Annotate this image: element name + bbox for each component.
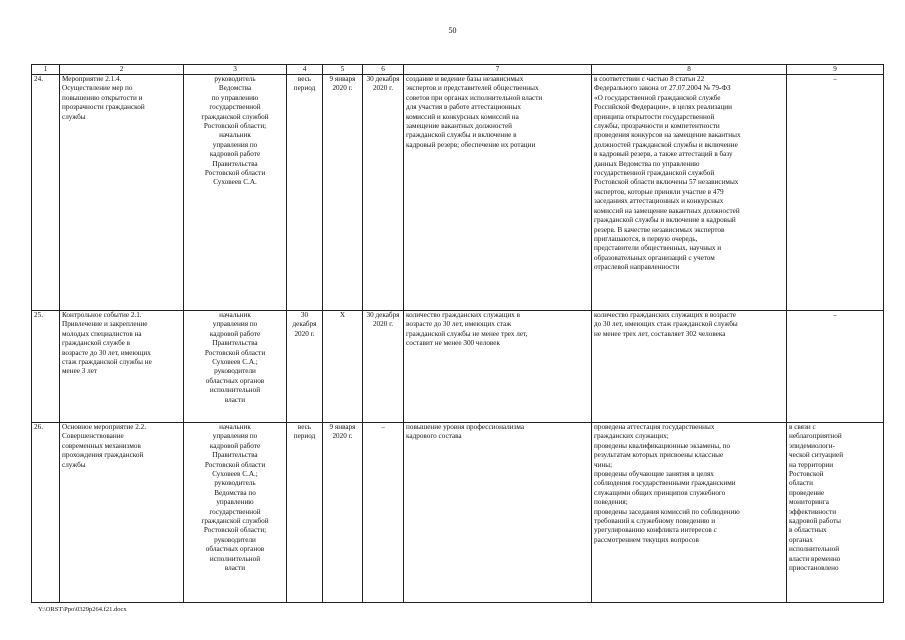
- actual-result: в соответствии с частью 8 статьи 22 Федерального закона от 27.07.2004 № 79-ФЗ «О государственной гражданской службе Российской Федерации», в целях реализации принципа открытости государственной службы, прозрачности и компетентности проведения конкурсов на замещение вакантных должностей гражданской службы и включение в кадровый резерв, а также аттестаций в базу данных Ведомства по управлению государственной гражданской службой Ростовской области включены 57 независимых экспертов, которые приняли участие в 479 заседаниях аттестационных и конкурсных комиссий на замещение вакантных должностей гражданской службы и включение в кадровый резерв. В качестве независимых экспертов приглашаются, в первую очередь, представители общественных, научных и образовательных организаций с учетом отраслевой направленности: [592, 75, 787, 311]
- row-number: 26.: [32, 423, 60, 603]
- column-header-7: 7: [404, 65, 592, 75]
- event-name: Основное мероприятие 2.2. Совершенствование современных механизмов прохождения гражданской службы: [60, 423, 184, 603]
- column-header-3: 3: [184, 65, 287, 75]
- row-number: 25.: [32, 311, 60, 423]
- actual-start-date: 9 января 2020 г.: [323, 423, 363, 603]
- expected-result: количество гражданских служащих в возрасте до 30 лет, имеющих стаж гражданской службы не менее трех лет, составит не менее 300 человек: [404, 311, 592, 423]
- plan-start-date: 30 декабря 2020 г.: [287, 311, 323, 423]
- column-header-5: 5: [323, 65, 363, 75]
- column-header-2: 2: [60, 65, 184, 75]
- reasons: в связи с неблагоприятной эпидемиологи- ческой ситуацией на территории Ростовской области проведение мониторинга эффективности кадровой работы в областных органах исполнительной власти временно приостановлено: [787, 423, 884, 603]
- reasons: –: [787, 311, 884, 423]
- row-number: 24.: [32, 75, 60, 311]
- expected-result: создание и ведение базы независимых экспертов и представителей общественных советов при органах исполнительной власти для участия в работе аттестационных комиссий и конкурсных комиссий на замещение вакантных должностей гражданской службы и включение в кадровый резерв; обеспечение их ротации: [404, 75, 592, 311]
- page-number: 50: [448, 26, 457, 35]
- table-row: [32, 311, 884, 423]
- reasons: –: [787, 75, 884, 311]
- executor: начальник управления по кадровой работе Правительства Ростовской области Суховеев С.А.; руководители областных органов исполнительной власти: [184, 311, 287, 423]
- column-header-4: 4: [287, 65, 323, 75]
- event-name: Мероприятие 2.1.4. Осуществление мер по повышению открытости и прозрачности гражданской службы: [60, 75, 184, 311]
- actual-result: проведена аттестация государственных гражданских служащих; проведены квалификационные экзамены, по результатам которых присвоены классные чины; проведены обучающие занятия в целях соблюдения государственными гражданскими служащими общих принципов служебного поведения; проведены заседания комиссий по соблюдению требований к служебному поведению и урегулированию конфликта интересов с рассмотрением текущих вопросов: [592, 423, 787, 603]
- column-number-row: [32, 65, 884, 75]
- plan-start-date: весь период: [287, 423, 323, 603]
- end-date: 30 декабря 2020 г.: [363, 311, 404, 423]
- table-row: [32, 423, 884, 603]
- end-date: –: [363, 423, 404, 603]
- report-table: [31, 64, 884, 603]
- event-name: Контрольное событие 2.1. Привлечение и закрепление молодых специалистов на гражданской службе в возрасте до 30 лет, имеющих стаж гражданской службы не менее 3 лет: [60, 311, 184, 423]
- table-row: [32, 75, 884, 311]
- column-header-6: 6: [363, 65, 404, 75]
- executor: начальник управления по кадровой работе Правительства Ростовской области Суховеев С.А.; руководитель Ведомства по управлению государственной гражданской службой Ростовской области; руководители областных органов исполнительной власти: [184, 423, 287, 603]
- column-header-9: 9: [787, 65, 884, 75]
- plan-start-date: весь период: [287, 75, 323, 311]
- expected-result: повышение уровня профессионализма кадрового состава: [404, 423, 592, 603]
- actual-start-date: 9 января 2020 г.: [323, 75, 363, 311]
- column-header-8: 8: [592, 65, 787, 75]
- document-file-path: Y:\ORST\Ppo\0329p264.f21.docx: [38, 606, 127, 613]
- end-date: 30 декабря 2020 г.: [363, 75, 404, 311]
- executor: руководитель Ведомства по управлению государственной гражданской службой Ростовской области; начальник управления по кадровой работе Правительства Ростовской области Суховеев С.А.: [184, 75, 287, 311]
- actual-result: количество гражданских служащих в возрасте до 30 лет, имеющих стаж гражданской службы не менее трех лет, составляет 302 человека: [592, 311, 787, 423]
- column-header-1: 1: [32, 65, 60, 75]
- actual-start-date: Х: [323, 311, 363, 423]
